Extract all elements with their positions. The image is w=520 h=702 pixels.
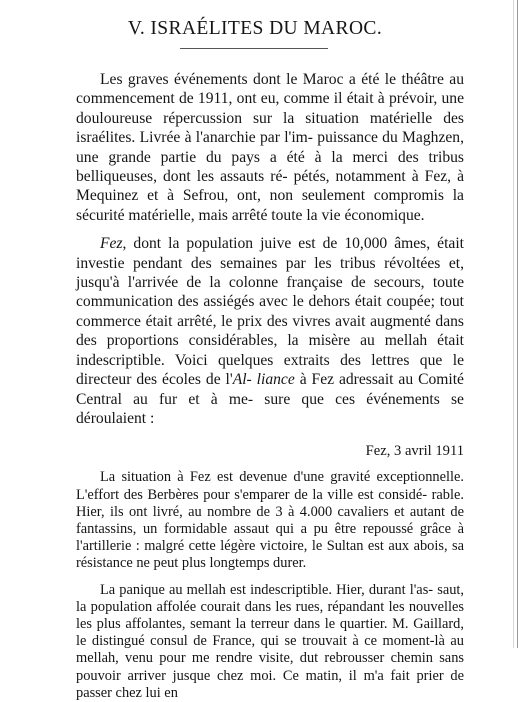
paragraph-intro xyxy=(76,70,464,225)
paragraph-line: La panique au mellah est indescriptible. Hier, durant l'as- xyxy=(100,581,434,598)
paragraph-line: jusqu'à l'arrivée de la colonne française de secours, xyxy=(76,274,425,292)
paragraph-line: chez moi. Ce matin, il m'a fait prier de passer chez lui en xyxy=(76,667,464,701)
italic-alliance-part-1: Al- xyxy=(232,371,252,389)
paragraph-line: à la merci des tribus belliqueuses, dont les assauts ré- xyxy=(76,148,464,186)
paragraph-line: à Fez adressait au Comité Central au fur et à me- xyxy=(76,371,464,408)
paragraph-line: saut, la population affolée courait dans les rues, répandant xyxy=(76,581,464,615)
paragraph-line: repoussé grâce à l'artillerie : malgré cette légère victoire, le xyxy=(76,520,464,555)
document-body xyxy=(76,70,464,702)
paragraph-line: La situation à Fez est devenue d'une gravité exceptionnelle. xyxy=(100,469,464,486)
page-edge-shadow xyxy=(513,0,514,648)
paragraph-line: rable. Hier, ils ont livré, au nombre de 3 à 4.000 cavaliers xyxy=(76,486,464,520)
letter-paragraph-1 xyxy=(76,469,464,572)
paragraph-line: arrêté toute la vie économique. xyxy=(231,206,425,224)
letter-dateline: Fez, 3 avril 1911 xyxy=(365,443,464,460)
paragraph-line: coupée; tout commerce était arrêté, le prix des vivres xyxy=(76,293,464,330)
paragraph-line: durer. xyxy=(273,555,307,572)
paragraph-line: visite, dut rebrousser chemin sans pouvoir arriver jusque xyxy=(76,650,464,684)
paragraph-line: puissance du Maghzen, une grande partie du pays a été xyxy=(76,129,464,166)
paragraph-line: , dont la population juive est de 10,000 âmes, était xyxy=(122,235,464,253)
paragraph-line: investie pendant des semaines par les tribus révoltées et, xyxy=(76,254,464,272)
paragraph-line: et autant de fantassins, un formidable assaut qui a pu être xyxy=(76,503,465,537)
title-underline xyxy=(180,48,328,49)
paragraph-line: trouvait à ce moment-là au mellah, venu pour me rendre xyxy=(76,633,464,667)
letter-paragraph-2 xyxy=(76,582,464,702)
paragraph-line: sure que ces événements se déroulaient : xyxy=(76,390,464,427)
paragraph-line: prévoir, une douloureuse répercussion sur la situation xyxy=(76,90,465,127)
paragraph-line: Les graves événements dont le Maroc a été le théâtre xyxy=(100,71,444,88)
section-title: V. ISRAÉLITES DU MAROC. xyxy=(127,18,383,39)
paragraph-line: toute communication des assiégés avec le dehors était xyxy=(76,274,464,311)
paragraph-line: les nouvelles les plus affolantes, semant la terreur dans le xyxy=(76,598,464,632)
paragraph-fez xyxy=(76,234,464,428)
paragraph-line: quartier. M. Gaillard, le distingué consul de France, qui se xyxy=(76,615,464,650)
paragraph-line: extraits des lettres que le directeur des écoles de l' xyxy=(76,351,464,389)
paragraph-line: avait augmenté dans des proportions considérables, la xyxy=(76,312,465,350)
paragraph-line: non seulement compromis la sécurité matérielle, mais xyxy=(76,187,464,224)
paragraph-line: misère au mellah était indescriptible. Voici quelques xyxy=(76,332,464,369)
paragraph-line: L'effort des Berbères pour s'emparer de la ville est considé- xyxy=(76,486,427,503)
page-edge-line xyxy=(517,0,518,648)
italic-alliance-part-2: liance xyxy=(256,371,295,389)
paragraph-line: Sultan est aux abois, sa résistance ne peut plus longtemps xyxy=(76,538,464,572)
italic-fez: Fez xyxy=(100,235,123,253)
paragraph-line: au commencement de 1911, ont eu, comme il était à xyxy=(76,71,464,108)
paragraph-line: pétés, notamment à Fez, à Mequinez et à Sefrou, ont, xyxy=(76,168,464,205)
paragraph-line: matérielle des israélites. Livrée à l'anarchie par l'im- xyxy=(76,109,464,147)
